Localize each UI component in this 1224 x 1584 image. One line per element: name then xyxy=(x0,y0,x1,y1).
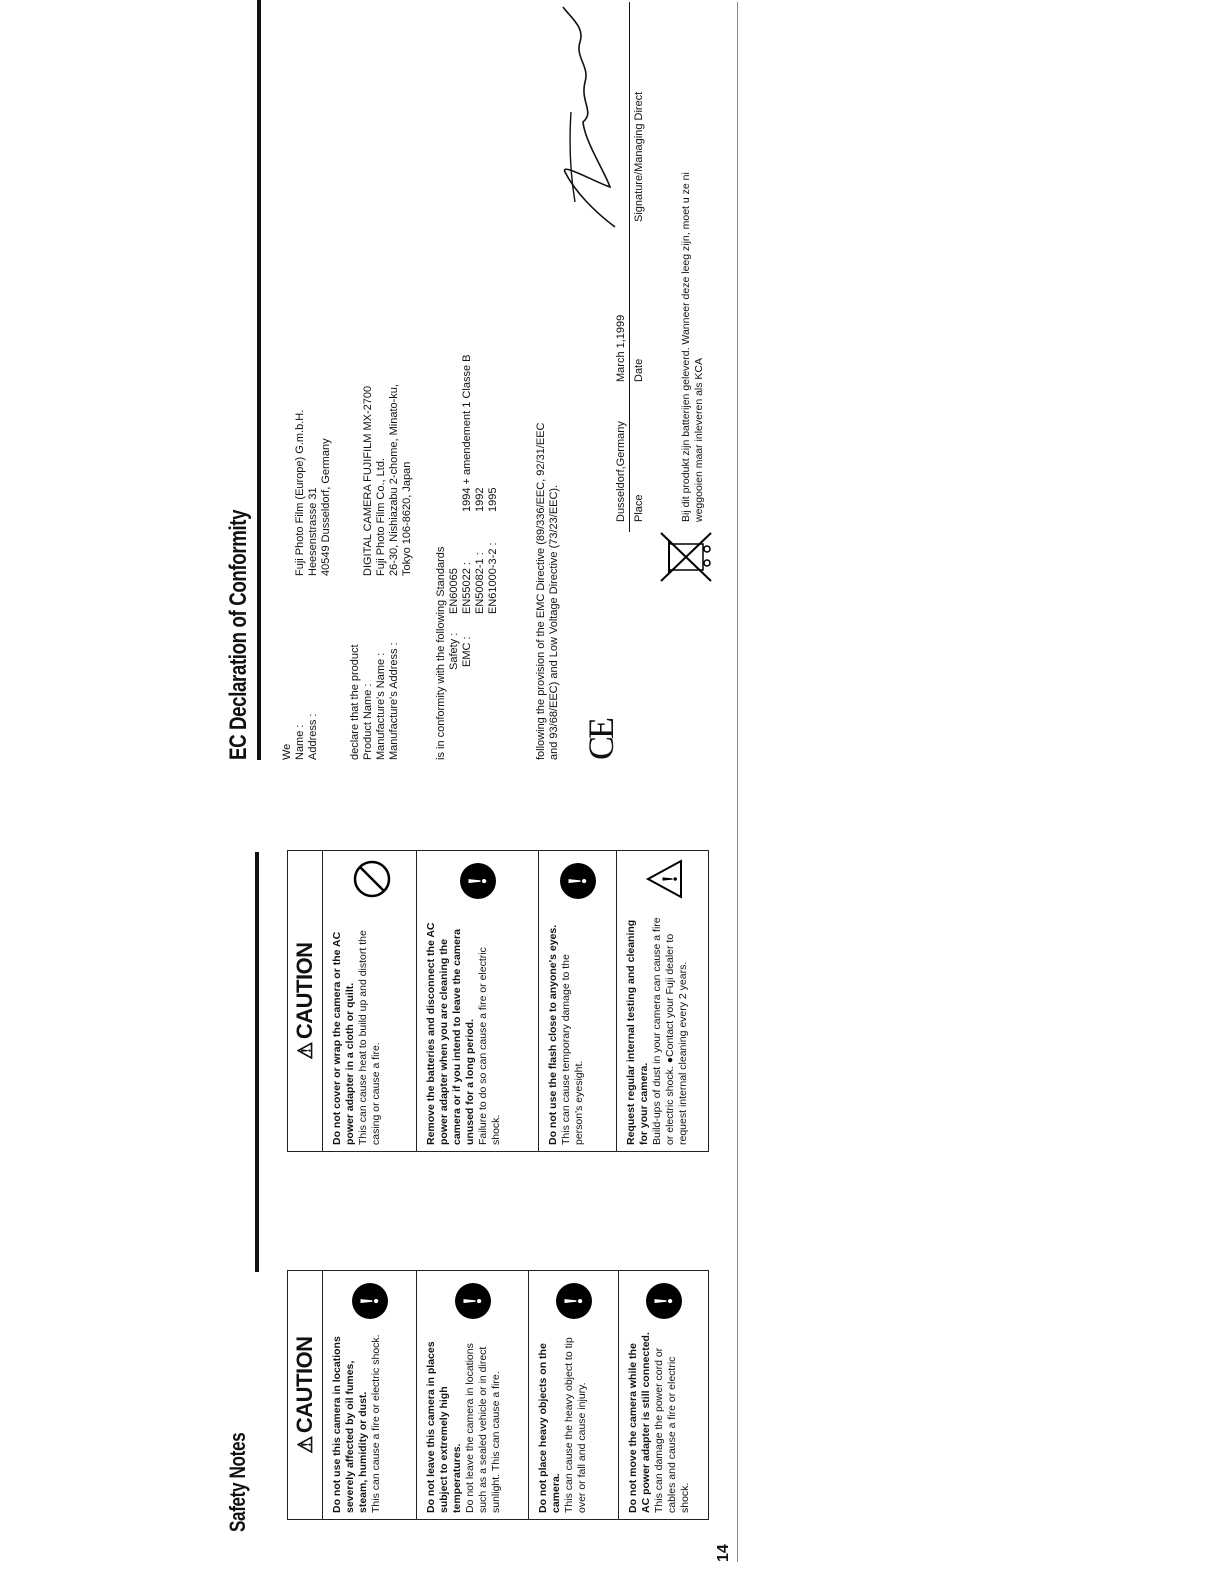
ec-date-label: Date xyxy=(633,358,645,382)
ec-mfr-addr-label: Manufacture's Address : xyxy=(388,642,400,760)
exclamation-icon: ! xyxy=(646,1283,682,1319)
warning-triangle-icon: ⚠ xyxy=(294,1042,317,1060)
ec-address-line1: Heesenstrasse 31 xyxy=(307,487,319,576)
caution-row-text xyxy=(625,915,690,1145)
ec-title: EC Declaration of Conformity xyxy=(225,509,252,760)
ec-declare: declare that the product xyxy=(349,644,361,760)
ec-provision-line1: following the provision of the EMC Directive (89/336/EEC, 92/31/EEC xyxy=(535,422,547,760)
caution-row xyxy=(322,1271,417,1519)
bottom-rule xyxy=(737,2,738,1562)
ec-product-value: DIGITAL CAMERA FUJIFILM MX-2700 xyxy=(362,385,374,576)
warning-triangle-icon xyxy=(645,863,681,899)
ec-place-value: Dusseldorf,Germany xyxy=(615,421,627,522)
caution-row xyxy=(618,1271,709,1519)
ec-dutch-line2: weggooien maar inleveren als KCA xyxy=(693,357,705,522)
caution-row-text xyxy=(547,915,586,1145)
caution-bold: Do not place heavy objects on the camera. xyxy=(537,1343,562,1513)
caution-label: CAUTION xyxy=(292,942,317,1040)
caution-bold: Do not move the camera while the AC power adapter is still connected. xyxy=(627,1332,652,1513)
ec-safety-label: Safety : xyxy=(448,632,460,670)
caution-box-right xyxy=(287,850,709,1152)
ec-mfr-addr-line2: Tokyo 106-8620, Japan xyxy=(401,461,413,576)
exclamation-icon: ! xyxy=(556,1283,592,1319)
exclamation-icon: ! xyxy=(460,863,496,899)
page-number: 14 xyxy=(715,1544,732,1562)
rotated-page xyxy=(225,2,745,1562)
ec-emc3-year: 1995 xyxy=(487,487,499,512)
caution-bold: Do not use the flash close to anyone's eyes. xyxy=(547,924,559,1145)
ec-product-label: Product Name : xyxy=(362,683,374,760)
safety-title-rule xyxy=(255,852,259,1272)
caution-row-text xyxy=(331,1328,383,1513)
caution-row xyxy=(416,1271,529,1519)
caution-row xyxy=(528,1271,619,1519)
ec-dutch-line1: Bij dit produkt zijn batterijen geleverd. Wanneer deze leeg zijn, moet u ze ni xyxy=(680,172,692,522)
ec-mfr-addr-line1: 26-30, Nishiazabu 2-chome, Minato-ku, xyxy=(388,384,400,576)
caution-row-text xyxy=(627,1328,692,1513)
ec-safety-std: EN60065 xyxy=(448,568,460,614)
caution-bold: Do not use this camera in locations severely affected by oil fumes, steam, humidity or dust. xyxy=(331,1336,369,1513)
ec-title-rule xyxy=(257,0,261,760)
exclamation-icon: ! xyxy=(352,1283,388,1319)
caution-header-right xyxy=(288,851,323,1151)
caution-box-left xyxy=(287,1270,709,1520)
caution-label: CAUTION xyxy=(292,1336,317,1434)
caution-text: This can cause heat to build up and distort the casing or cause a fire. xyxy=(357,930,382,1145)
caution-row-text xyxy=(425,915,503,1145)
ec-date-value: March 1,1999 xyxy=(615,314,627,382)
ec-address-label: Address : xyxy=(307,713,319,760)
caution-header-left xyxy=(288,1271,323,1519)
ec-emc1: EN55022 : xyxy=(461,562,473,614)
ec-signature-label: Signature/Managing Direct xyxy=(633,91,645,222)
caution-text: Do not leave the camera in locations such as a sealed vehicle or in direct sunlight. This can cause a fire. xyxy=(464,1343,502,1513)
ec-mfr-name-value: Fuji Photo Film Co., Ltd. xyxy=(375,458,387,576)
caution-row xyxy=(322,851,417,1151)
caution-text: This can damage the power cord or cables and cause a fire or electric shock. xyxy=(653,1347,691,1513)
crossed-bin-icon xyxy=(655,527,720,587)
ec-address-line2: 40549 Dusseldorf, Germany xyxy=(320,438,332,576)
caution-row-text xyxy=(537,1328,589,1513)
exclamation-icon: ! xyxy=(560,863,596,899)
caution-bold: Do not cover or wrap the camera or the AC power adapter in a cloth or quilt. xyxy=(331,931,356,1145)
ec-conformity: is in conformity with the following Standards xyxy=(435,546,447,760)
caution-row-text xyxy=(331,915,383,1145)
ec-we: We xyxy=(281,743,293,760)
caution-bold: Request regular internal testing and cleaning for your camera. xyxy=(625,919,650,1145)
ec-emc1-year: 1994 + amendement 1 Classe B xyxy=(461,354,473,512)
ec-place-label: Place xyxy=(633,494,645,522)
warning-triangle-icon: ⚠ xyxy=(294,1436,317,1454)
caution-row xyxy=(616,851,709,1151)
ec-emc-label: EMC : xyxy=(461,636,473,667)
caution-text: This can cause the heavy object to tip over or fall and cause injury. xyxy=(563,1337,588,1513)
ec-provision-line2: and 93/68/EEC) and Low Voltage Directive (73/23/EEC). xyxy=(548,484,560,760)
exclamation-icon: ! xyxy=(455,1283,491,1319)
caution-text: Failure to do so can cause a fire or electric shock. xyxy=(477,947,502,1145)
ec-emc2-year: 1992 xyxy=(474,487,486,512)
ec-emc2: EN50082-1 : xyxy=(474,552,486,614)
caution-bold: Do not leave this camera in places subject to extremely high temperatures. xyxy=(425,1341,463,1513)
svg-text:!: ! xyxy=(657,875,682,883)
caution-row-text xyxy=(425,1328,503,1513)
safety-title: Safety Notes xyxy=(225,1432,250,1532)
caution-text: Build-ups of dust in your camera can cause a fire or electric shock. ●Contact your Fuji dealer to request internal cleaning every 2 years. xyxy=(651,917,689,1145)
caution-text: This can cause a fire or electric shock. xyxy=(370,1334,382,1513)
ce-mark: CE xyxy=(581,719,621,760)
ec-name-label: Name : xyxy=(294,724,306,760)
caution-row xyxy=(416,851,539,1151)
caution-row xyxy=(538,851,617,1151)
ec-name-value: Fuji Photo Film (Europe) G.m.b.H. xyxy=(294,409,306,576)
caution-text: This can cause temporary damage to the person's eyesight. xyxy=(560,954,585,1145)
ec-emc3: EN61000-3-2 : xyxy=(487,542,499,614)
caution-bold: Remove the batteries and disconnect the AC power adapter when you are cleaning the camera or if you intend to leave the camera unused for a long period. xyxy=(425,922,476,1145)
handwritten-signature xyxy=(555,2,632,232)
ec-mfr-name-label: Manufacture's Name : xyxy=(375,652,387,760)
prohibited-icon xyxy=(352,863,388,899)
